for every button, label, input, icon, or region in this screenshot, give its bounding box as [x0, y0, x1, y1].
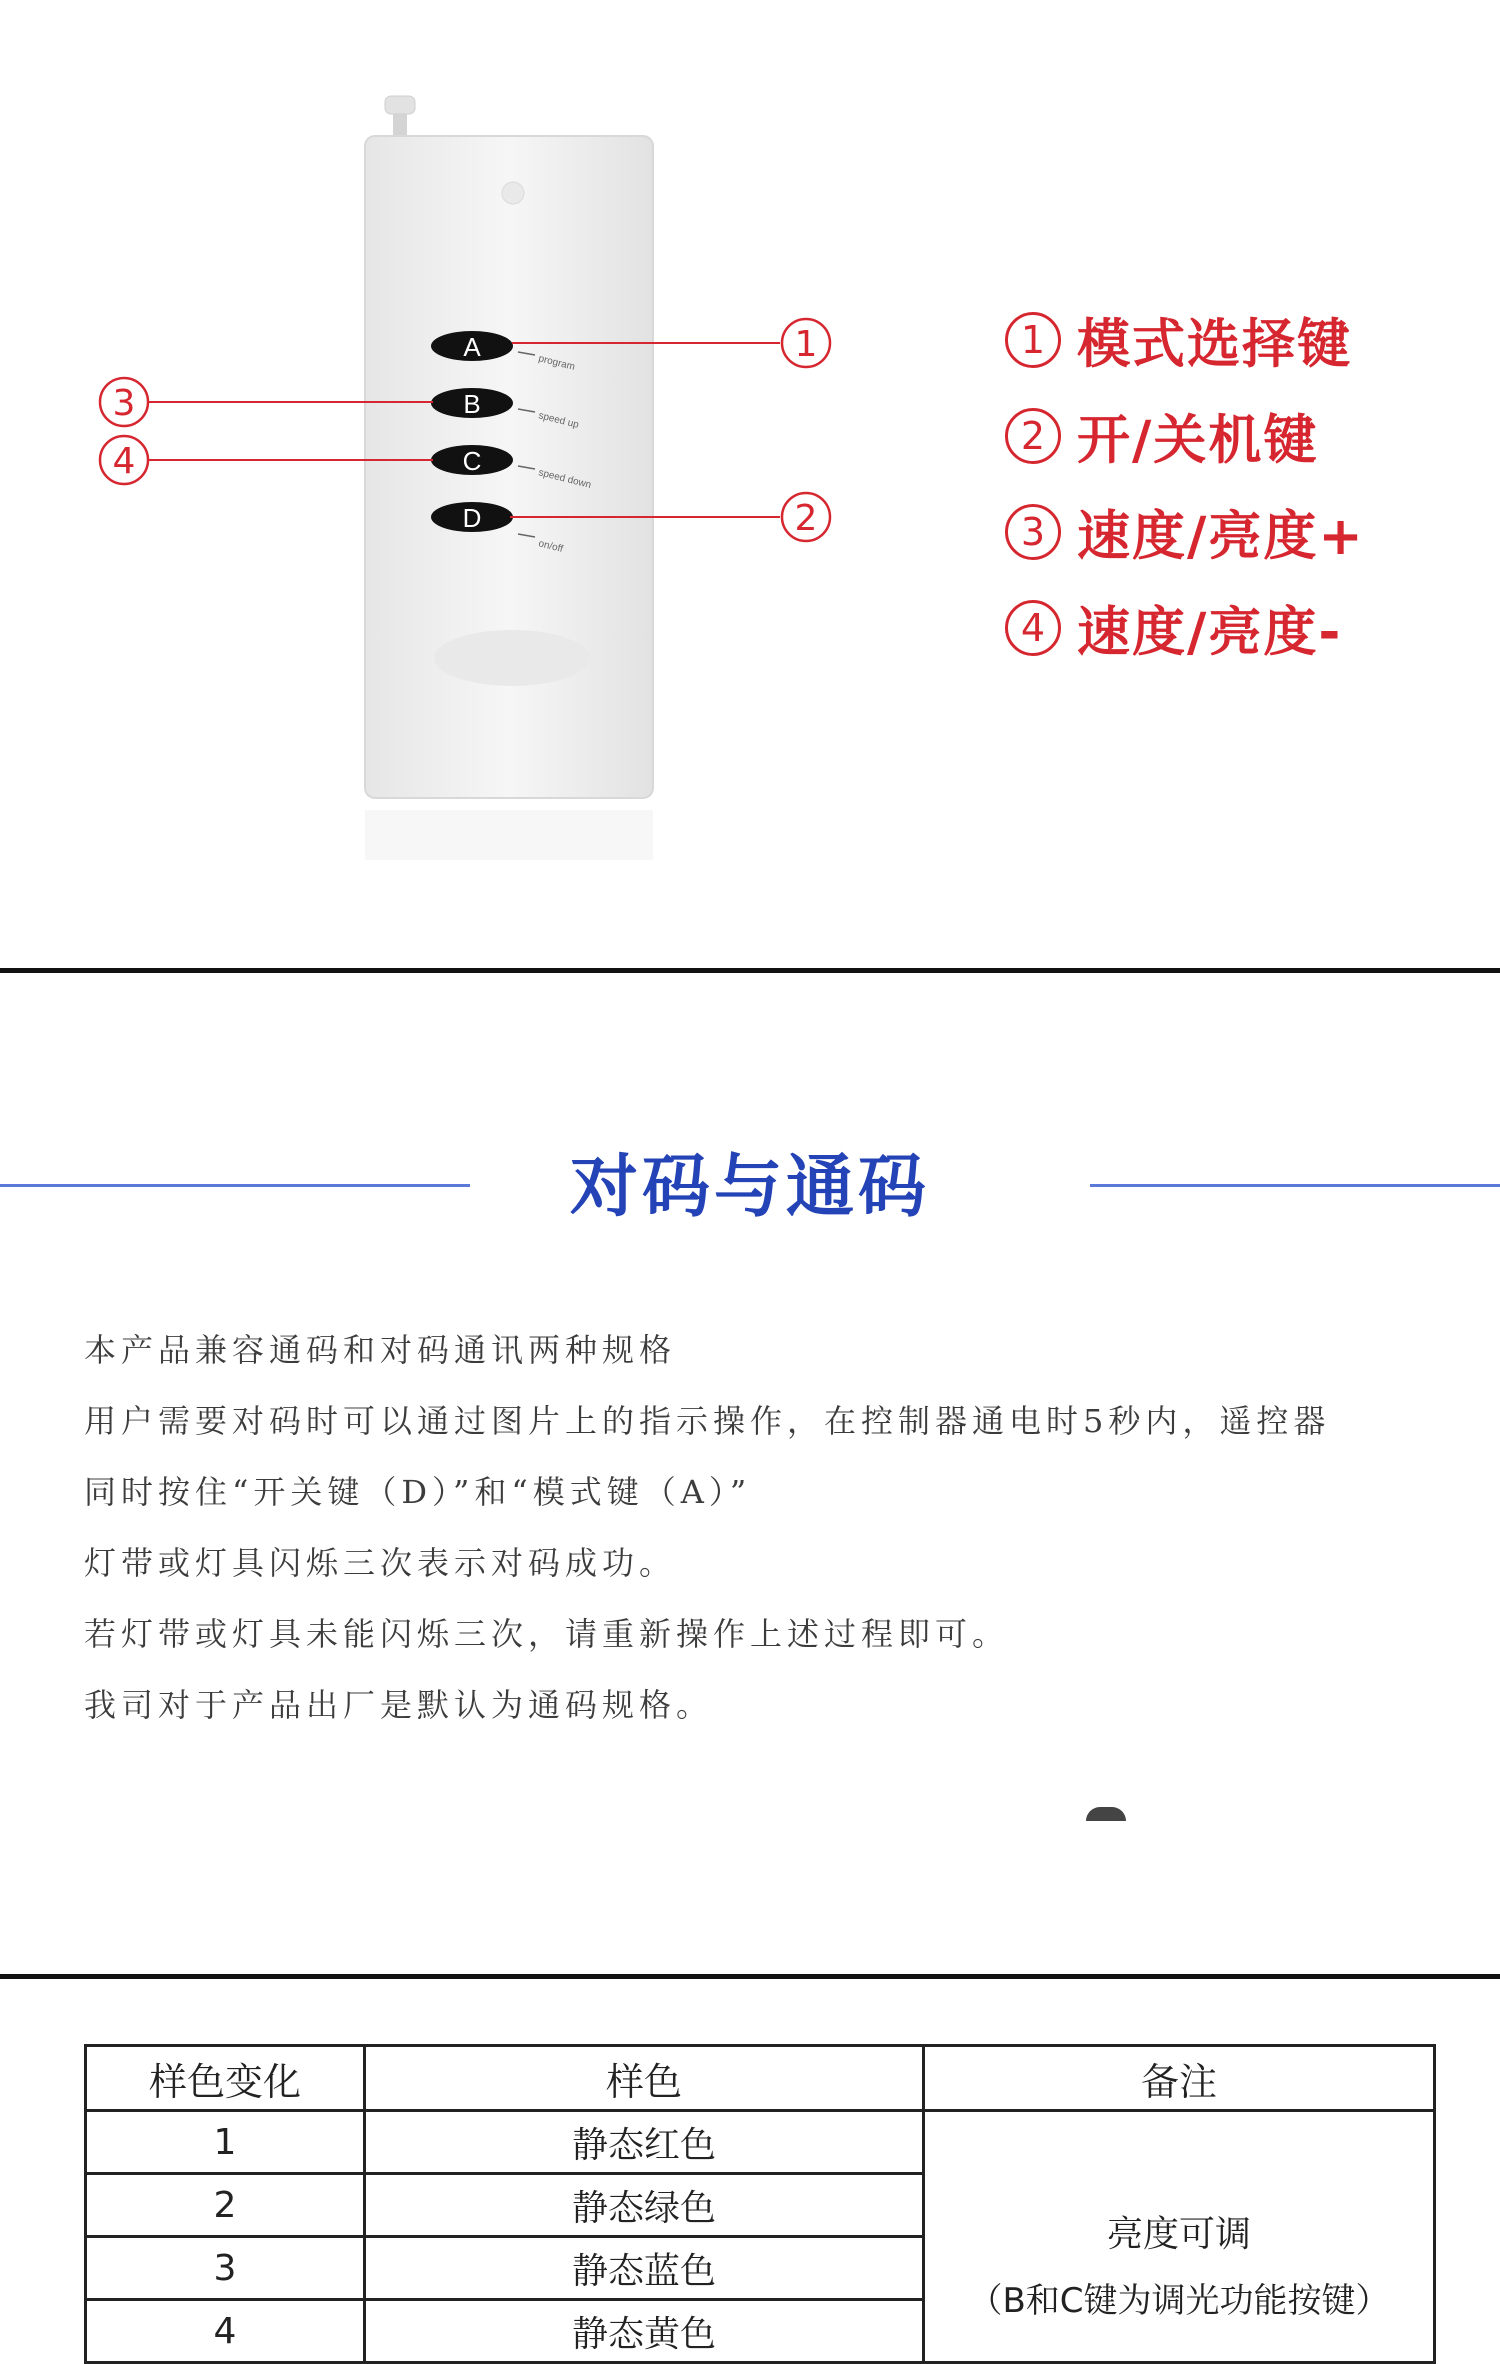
- pattern-table: [84, 2044, 1436, 2364]
- button-a-caption: program: [537, 353, 577, 373]
- instruction-line: 同时按住“开关键（D）”和“模式键（A）”: [84, 1473, 752, 1511]
- legend-item: [1005, 580, 1365, 676]
- callout-4-num: 4: [112, 441, 136, 482]
- legend-number: 3: [1005, 504, 1061, 560]
- row-color: 静态绿色: [365, 2174, 924, 2237]
- table-row: [86, 2111, 1435, 2174]
- instruction-line: 本产品兼容通码和对码通讯两种规格: [84, 1331, 677, 1369]
- decorative-mark: [1086, 1807, 1126, 1821]
- remote-body: [365, 136, 653, 798]
- legend-item: [1005, 292, 1365, 388]
- button-b-caption: speed up: [537, 410, 580, 431]
- note-line: 亮度可调: [1106, 2214, 1251, 2255]
- remote-logo-blur: [434, 630, 590, 686]
- antenna-icon: [385, 96, 415, 138]
- button-b-key: B: [463, 389, 481, 419]
- instruction-line: 灯带或灯具闪烁三次表示对码成功。: [84, 1544, 677, 1582]
- callout-2: [782, 493, 830, 541]
- instruction-line: 若灯带或灯具未能闪烁三次，请重新操作上述过程即可。: [84, 1615, 1010, 1653]
- legend-number: 4: [1005, 600, 1061, 656]
- callout-1-num: 1: [794, 324, 818, 365]
- callout-3-num: 3: [112, 383, 136, 424]
- legend-label: 开/关机键: [1077, 410, 1319, 471]
- column-header: 样色: [365, 2046, 924, 2111]
- legend-number: 2: [1005, 408, 1061, 464]
- legend-label: 速度/亮度-: [1077, 602, 1343, 663]
- button-d-key: D: [462, 503, 482, 533]
- section-title: 对码与通码: [569, 1147, 930, 1227]
- button-legend: [1005, 292, 1365, 676]
- legend-label: 模式选择键: [1077, 314, 1352, 375]
- pairing-instructions: [84, 1315, 1464, 1741]
- button-c-key: C: [462, 446, 482, 476]
- callout-4: [100, 436, 148, 484]
- row-number: 1: [86, 2111, 365, 2174]
- button-a-key: A: [463, 332, 481, 362]
- note-cell: [924, 2111, 1435, 2363]
- button-d-caption: on/off: [537, 538, 565, 555]
- remote-diagram-section: [0, 0, 1500, 968]
- pairing-section: [0, 973, 1500, 1973]
- instruction-line: 用户需要对码时可以通过图片上的指示操作，在控制器通电时5秒内，遥控器: [84, 1402, 1331, 1440]
- note-line: （B和C键为调光功能按键）: [968, 2281, 1390, 2321]
- row-number: 3: [86, 2237, 365, 2300]
- table-header-row: [86, 2046, 1435, 2111]
- callout-2-num: 2: [794, 498, 818, 539]
- pattern-table-section: [0, 1980, 1500, 2355]
- legend-label: 速度/亮度+: [1077, 506, 1365, 567]
- legend-number: 1: [1005, 312, 1061, 368]
- callout-1: [782, 319, 830, 367]
- column-header: 样色变化: [86, 2046, 365, 2111]
- column-header: 备注: [924, 2046, 1435, 2111]
- legend-item: [1005, 388, 1365, 484]
- row-number: 2: [86, 2174, 365, 2237]
- button-c-caption: speed down: [537, 467, 593, 491]
- section-divider: [0, 1974, 1500, 1979]
- callout-3: [100, 378, 148, 426]
- row-color: 静态蓝色: [365, 2237, 924, 2300]
- row-number: 4: [86, 2300, 365, 2363]
- legend-item: [1005, 484, 1365, 580]
- row-color: 静态黄色: [365, 2300, 924, 2363]
- indicator-light-icon: [502, 182, 524, 204]
- row-color: 静态红色: [365, 2111, 924, 2174]
- instruction-line: 我司对于产品出厂是默认为通码规格。: [84, 1686, 714, 1724]
